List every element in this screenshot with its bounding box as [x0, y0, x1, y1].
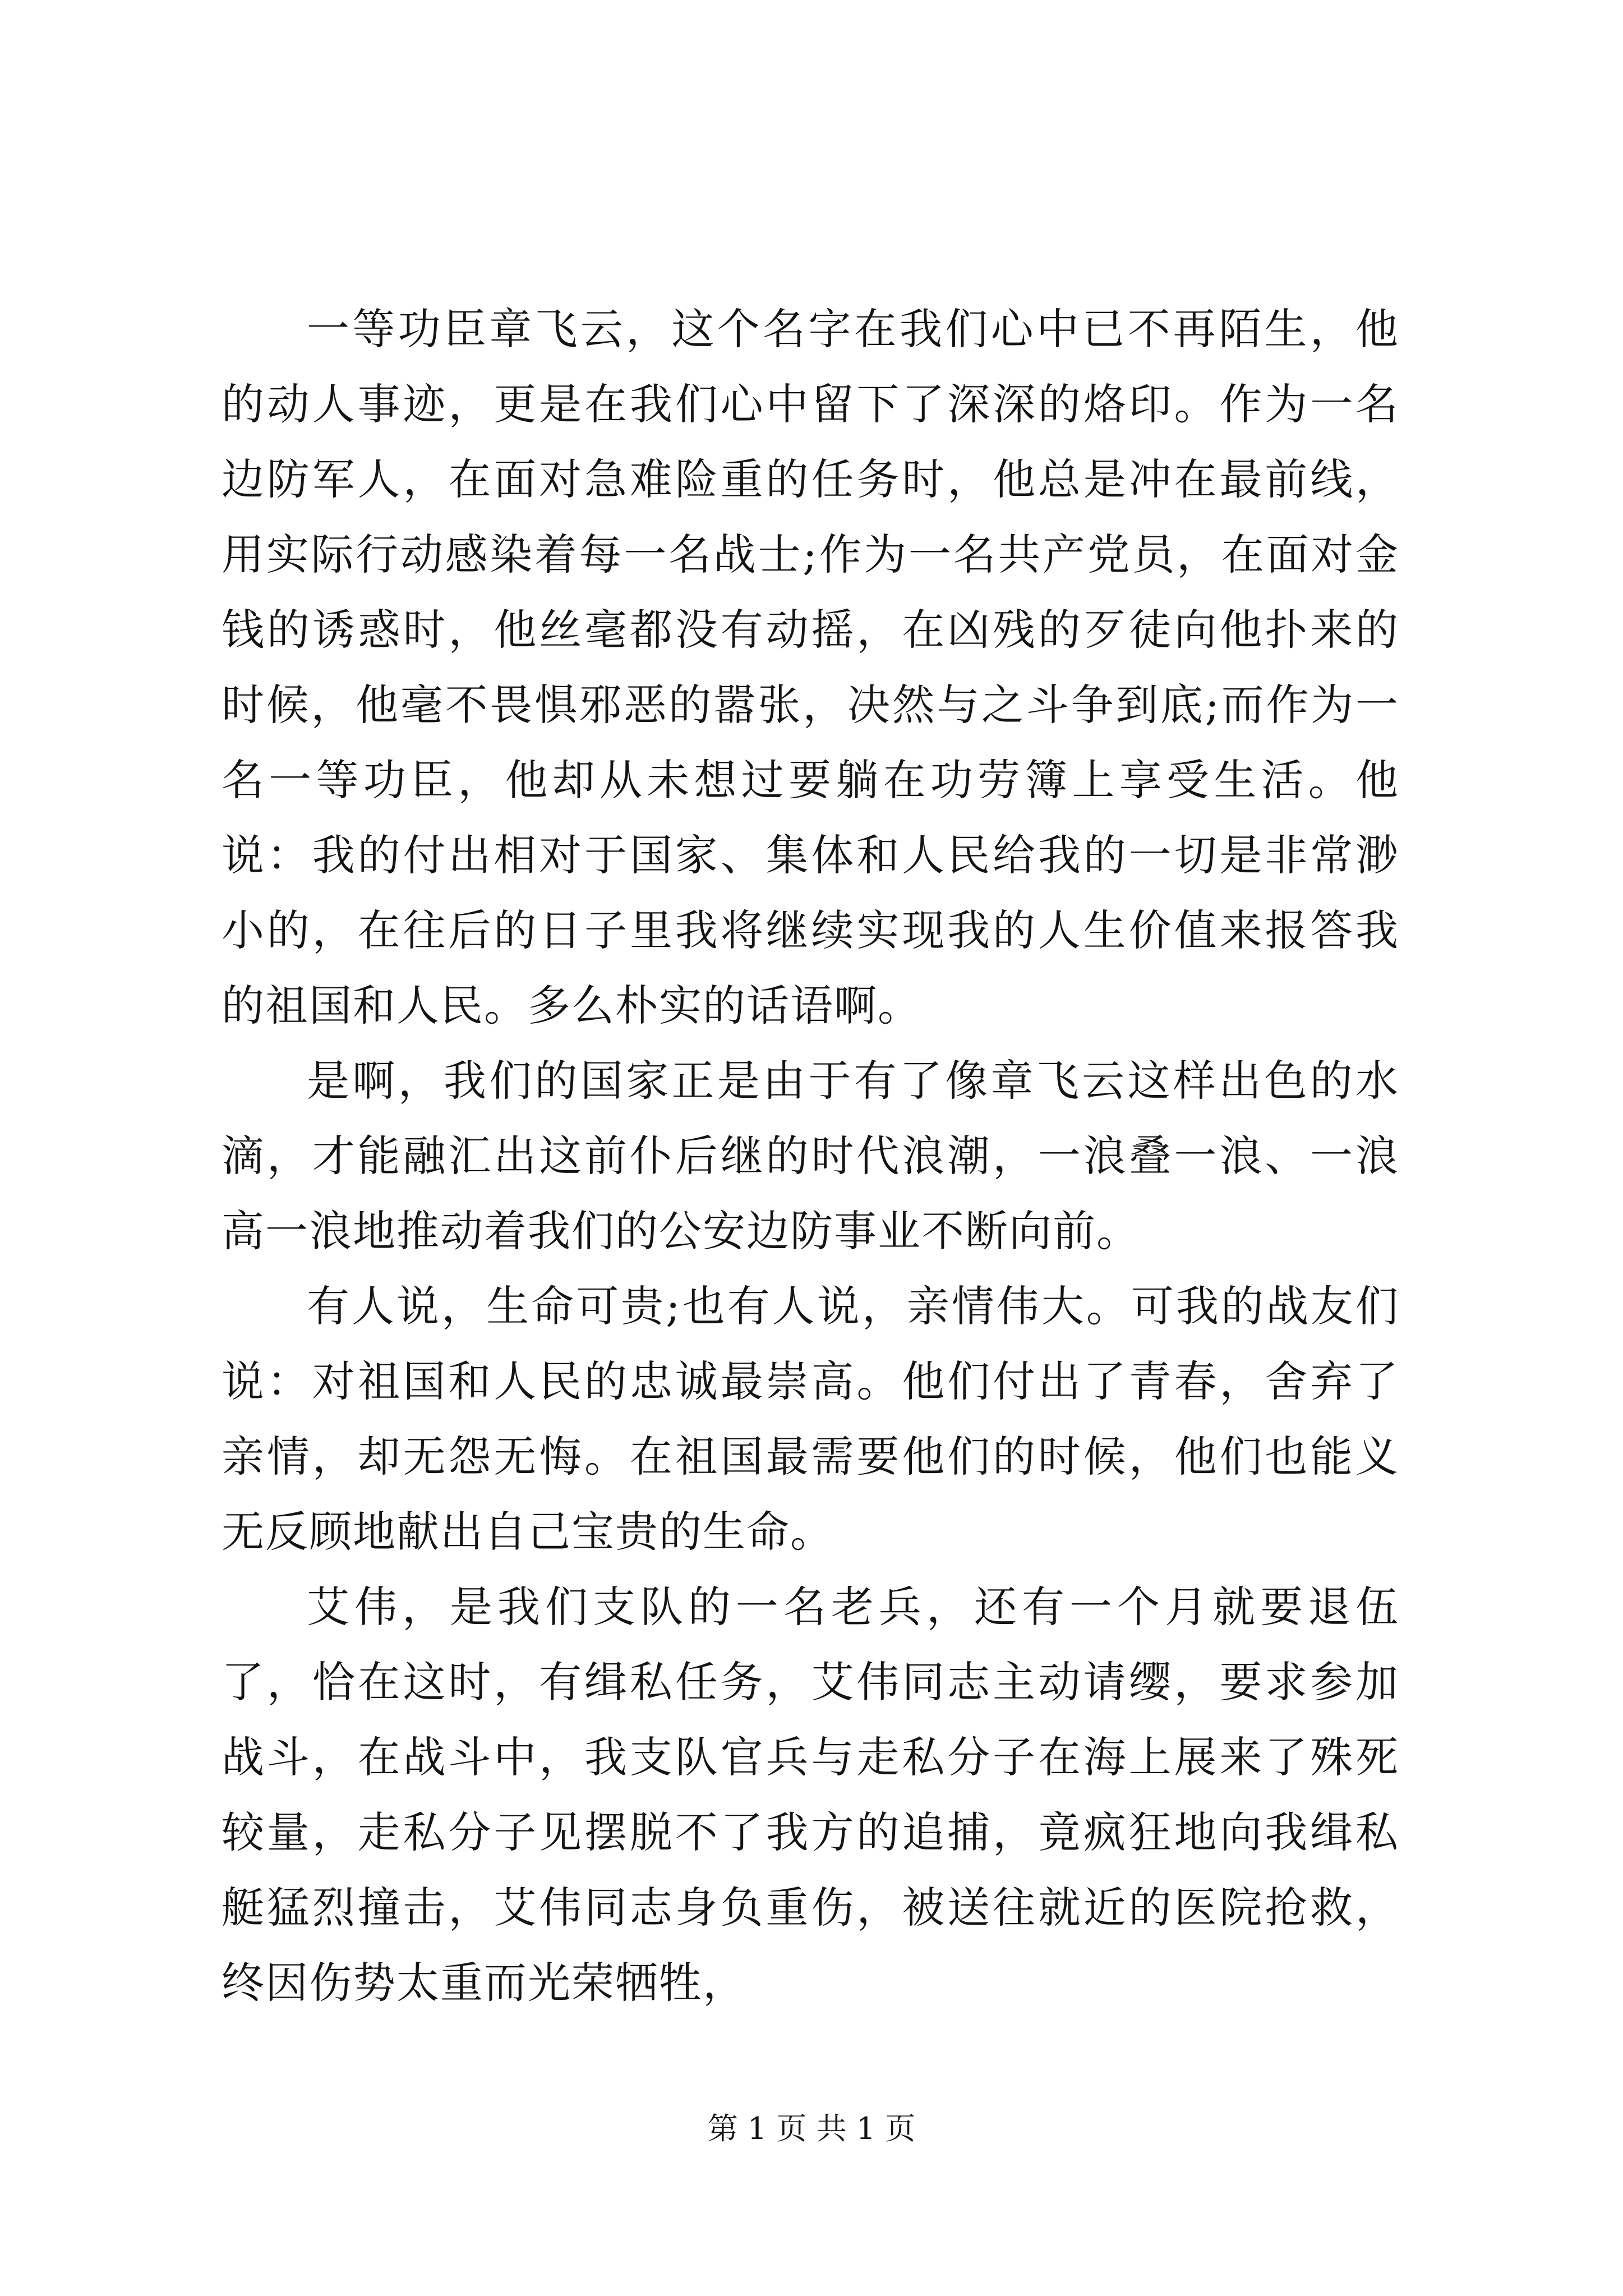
- body-paragraph-2: 是啊，我们的国家正是由于有了像章飞云这样出色的水滴，才能融汇出这前仆后继的时代浪潮，一浪叠一浪、一浪高一浪地推动着我们的公安边防事业不断向前。: [222, 1056, 1399, 1256]
- body-paragraph-1: 一等功臣章飞云，这个名字在我们心中已不再陌生，他的动人事迹，更是在我们心中留下了深深的烙印。作为一名边防军人，在面对急难险重的任务时，他总是冲在最前线，用实际行动感染着每一名战士;作为一名共产党员，在面对金钱的诱惑时，他丝毫都没有动摇，在凶残的歹徒向他扑来的时候，他毫不畏惧邪恶的嚣张，决然与之斗争到底;而作为一名一等功臣，他却从未想过要躺在功劳簿上享受生活。他说：我的付出相对于国家、集体和人民给我的一切是非常渺小的，在往后的日子里我将继续实现我的人生价值来报答我的祖国和人民。多么朴实的话语啊。: [222, 304, 1399, 1030]
- page-number-indicator: 第 1 页 共 1 页: [707, 2111, 916, 2146]
- body-paragraph-3: 有人说，生命可贵;也有人说，亲情伟大。可我的战友们说：对祖国和人民的忠诚最崇高。他们付出了青春，舍弃了亲情，却无怨无悔。在祖国最需要他们的时候，他们也能义无反顾地献出自己宝贵的生命。: [222, 1281, 1399, 1557]
- document-body: [222, 292, 1399, 2021]
- body-paragraph-4: 艾伟，是我们支队的一名老兵，还有一个月就要退伍了，恰在这时，有缉私任务，艾伟同志主动请缨，要求参加战斗，在战斗中，我支队官兵与走私分子在海上展来了殊死较量，走私分子见摆脱不了我方的追捕，竟疯狂地向我缉私艇猛烈撞击，艾伟同志身负重伤，被送往就近的医院抢救，终因伤势太重而光荣牺牲，: [222, 1582, 1399, 2008]
- page-footer: [0, 2109, 1623, 2148]
